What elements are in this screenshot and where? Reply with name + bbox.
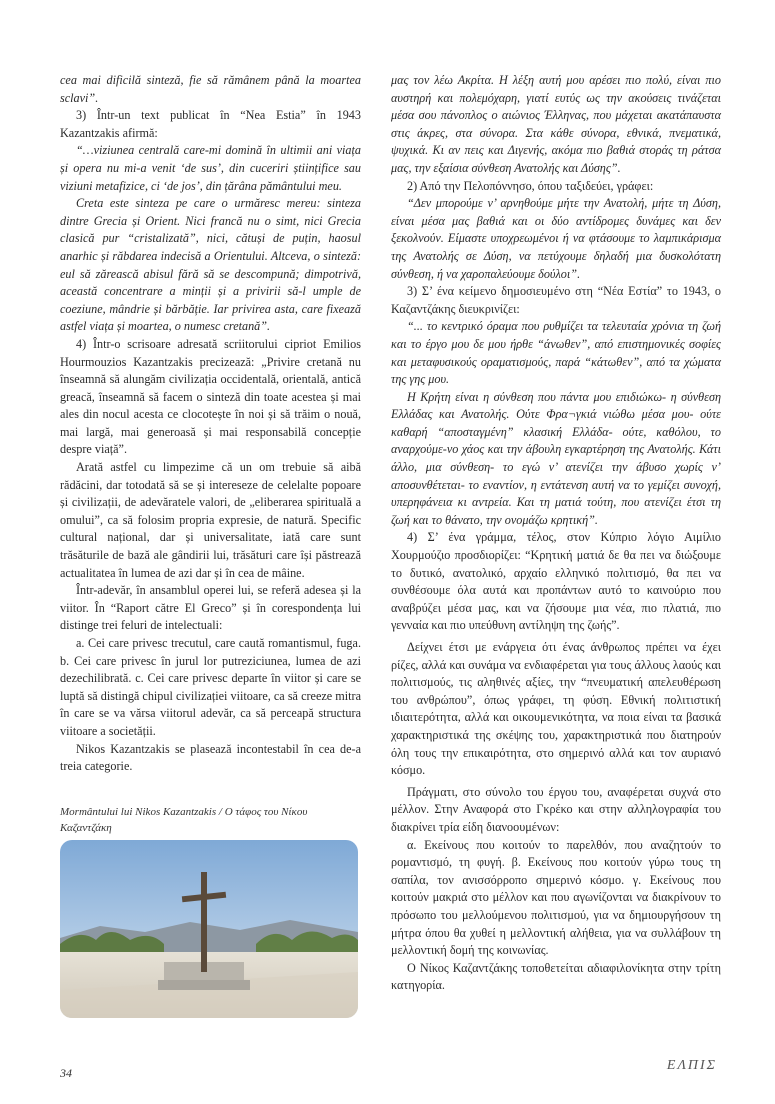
paragraph: Creta este sinteza pe care o urmăresc mereu: sinteza dintre Grecia și Orient. Nici francă nu o simt, nici Grecia clasică pur “cristalizată”, nici, cătuși de puțin, haosul anarhic și răbdarea indecisă a Orientului. Altceva, o sinteză: eul să zărească abisul fără să se descompună; dimpotrivă, această concentrare a minții și a privirii să-l umple de coeziune, mândrie și bărbăție. Iar privirea asta, care fixează astfel viața și moartea, o numesc cretană”. (60, 196, 361, 334)
paragraph: Πράγματι, στο σύνολο του έργου του, αναφέρεται συχνά στο μέλλον. Στην Αναφορά στο Γκρέκο και στην αλληλογραφία του διακρίνει τρία είδη διανοουμένων: (391, 784, 721, 834)
paragraph: “... το κεντρικό όραμα που ρυθμίζει τα τελευταία χρόνια τη ζωή και το έργο μου δε μου ήρθε “άνωθεν”, από επιστημονικές σοφίες και μεταφυσικούς οραματισμούς, παρά “κάτωθεν”, από τα χώματα της γης μου. (391, 319, 721, 387)
paragraph: α. Εκείνους που κοιτούν το παρελθόν, που αναζητούν το ρομαντισμό, τη φυγή. β. Εκείνους που κοιτούν γύρω τους τη σαπίλα, τον ανισσόρροπο σημερινό κόσμο. γ. Εκείνους που κοιτούν μακριά στο μέλλον και που αγωνίζονται να διακρίνουν το πρόσωπο του μελλούμενου πολιτισμού, για να δημιουργήσουν τη μήτρα όπου θα χυθεί η μελλοντική αλήθεια, για να συλλάβουν τη μελλοντική δομή της κοινωνίας. (391, 837, 721, 958)
paragraph: cea mai dificilă sinteză, fie să rămânem până la moartea sclavi”. (60, 73, 361, 105)
paragraph: a. Cei care privesc trecutul, care caută romantismul, fuga. b. Cei care privesc în jurul lor putreziciunea, lumea de azi dezechilibrată. c. Cei care privesc departe în viitor și care se luptă să distingă chipul civilizației viitoare, ca să creeze mitra în care se va vărsa viitorul adevăr, ca să perceapă structura viitoare a societății. (60, 636, 361, 738)
right-column (391, 72, 721, 995)
paragraph: Η Κρήτη είναι η σύνθεση που πάντα μου επιδιώκω- η σύνθεση Ελλάδας και Ανατολής. Ούτε Φρα¬γκιά νιώθω μέσα μου- ούτε καθαρή “αποσταγμένη” κλασική Ελλάδα- ούτε, καθόλου, το αναρχούμε-νο χάος και την άβουλη εγκαρτέρηση της Ανατολής. Κάτι άλλο, μια σύνθεση- το εγώ ν’ ατενίζει την άβυσο χωρίς ν’ αποσυνθέτεται- το εναντίον, η εντάτενση αυτή να το γεμίζει συνοχή, υπερηφάνεια κι αντρεία. Και τη ματιά τούτη, που ατενίζει έτσι τη ζωή και το θάνατο, την ονομάζω κρητική”. (391, 389, 721, 527)
paragraph: Nikos Kazantzakis se plasează incontestabil în cea de-a treia categorie. (60, 741, 361, 774)
paragraph: 4) Σ’ ένα γράμμα, τέλος, στον Κύπριο λόγιο Αιμίλιο Χουρμούζιο προσδιορίζει: “Κρητική ματιά δε θα πει να διώξουμε το δυτικό, ανατολικό, αρχαίο ελληνικό πολιτισμό, θα πει να συνθέσουμε όλα αυτά και προπάντων αυτό το καινούριο που αναβρύζει μέσα μας, και να ζήσουμε μια νέα, πιο πλατιά, πιο γενναία και πιο υπεύθυνη αντίληψη της ζωής”. (391, 530, 721, 633)
paragraph: “…viziunea centrală care-mi domină în ultimii ani viața și opera nu mi-a venit ‘de sus’, din cuceriri științifice sau viziuni metafizice, ci ‘de jos’, din țărâna pământului meu. (60, 143, 361, 193)
paragraph: Într-adevăr, în ansamblul operei lui, se referă adesea și la viitor. În “Raport către El Greco” și în corespondența lui distinge trei feluri de intelectuali: (60, 583, 361, 633)
paragraph: 3) Într-un text publicat în “Nea Estia” în 1943 Kazantzakis afirmă: (60, 108, 361, 140)
journal-title: ΕΛΠΙΣ (666, 1058, 717, 1073)
paragraph: 3) Σ’ ένα κείμενο δημοσιευμένο στη “Νέα Εστία” το 1943, ο Καζαντζάκης διευκρινίζει: (391, 284, 721, 316)
tomb-photo (60, 840, 358, 1018)
paragraph: μας τον λέω Ακρίτα. Η λέξη αυτή μου αρέσει πιο πολύ, είναι πιο αυστηρή και πολεμόχαρη, γιατί ευτύς ως την ακούσεις τινάζεται μέσα σου πάνοπλος ο αιώνιος Έλληνας, που μάχεται ακατάπαυστα στις άκρες, στα σύνορα. Στα κάθε σύνορα, εθνικά, πνεματικά, ψυχικά. Κι αν πεις και Διγενής, ακόμα πιο βαθιά στοράς τη ράτσα μας, την εξαίσια σύνθεση Ανατολής και Δύσης”. (391, 73, 721, 175)
paragraph: Ο Νίκος Καζαντζάκης τοποθετείται αδιαφιλονίκητα στην τρίτη κατηγορία. (391, 960, 721, 993)
paragraph: Δείχνει έτσι με ενάργεια ότι ένας άνθρωπος πρέπει να έχει ρίζες, αλλά και συνάμα να ενδιαφέρεται για τους άλλους λαούς και πολιτισμούς, τις αληθινές αξίες, την “πνευματική απελευθέρωση του ανθρώπου”, όπως γράφει, τη φύση. Εθνική πολιτιστική ιδιαιτερότητα, αλλά και οικουμενικότητα, να ποια είναι τα βασικά χαρακτηριστικά της σκέψης του, χαρακτηριστικά που διατηρούν όλη τους την επικαιρότητα, στο σημερινό αλλά και τον αυριανό κόσμο. (391, 640, 721, 778)
paragraph: 2) Από την Πελοπόννησο, όπου ταξιδεύει, γράφει: (407, 178, 654, 193)
paragraph: 4) Într-o scrisoare adresată scriitorului cipriot Emilios Hourmouzios Kazantzakis precizează: „Privire cretană nu înseamnă să alungăm civilizația occidentală, orientală, antică greacă, înseamnă să facem o sinteză din toate acestea și mai ales din nocul acesta ce clocotește în noi și să trăim o nouă, mai largă, mai generoasă și mai responsabilă concepție despre viață”. (60, 336, 361, 457)
photo-caption: Mormântului lui Nikos Kazantzakis / Ο τάφος του Νίκου Καζαντζάκη (60, 806, 308, 834)
left-column (60, 72, 361, 776)
page-number: 34 (60, 1066, 72, 1080)
paragraph: Arată astfel cu limpezime că un om trebuie să aibă rădăcini, dar totodată să se și intereseze de celelalte popoare și civilizații, de adevăratele valori, de „eliberarea spirituală a omului”, ca să folosim propria expresie, de natură. Specific cultural național, dar și universalitate, iată care sunt trăsăturile de bază ale gândirii lui, trăsături care își păstrează actualitatea în lumea de azi dar și în cea de mâine. (60, 460, 361, 580)
paragraph: “Δεν μπορούμε ν’ αρνηθούμε μήτε την Ανατολή, μήτε τη Δύση, είναι μέσα μας βαθιά και οι δύο αντίδρομες δυνάμες και δεν ξεκολνούν. Είμαστε υποχρεωμένοι ή να φτάσουμε το λαμπικάρισμα της Ανατολής σε Δύση, να πετύχουμε δηλαδή μια δυσκολότατη σύνθεση, ή να χαροπαλεύουμε δούλοι”. (391, 196, 721, 281)
